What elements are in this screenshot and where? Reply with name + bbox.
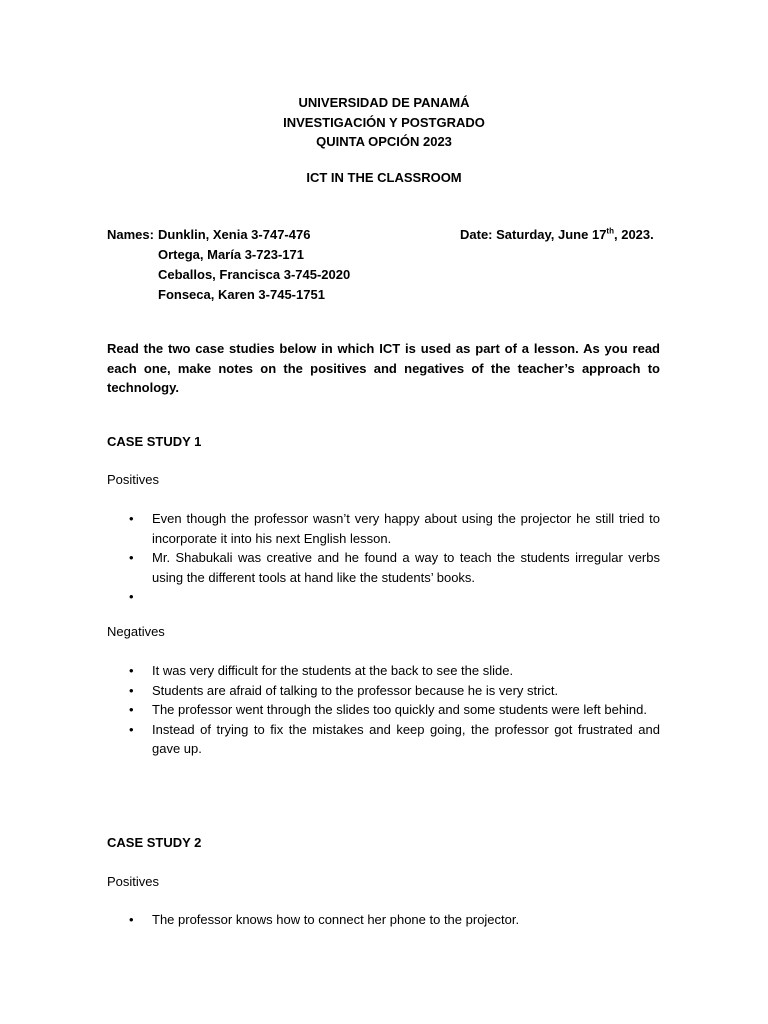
list-item <box>107 509 660 548</box>
list-item <box>107 700 660 720</box>
list-item-text: Even though the professor wasn’t very happy about using the projector he still tried to incorporate it into his next English lesson. <box>152 511 660 546</box>
course-title: ICT IN THE CLASSROOM <box>306 170 462 185</box>
names-label: Names: <box>107 227 154 242</box>
bullet-icon: • <box>129 721 134 737</box>
bullet-icon: • <box>129 682 134 698</box>
names-list <box>158 225 350 305</box>
bullet-icon: • <box>129 702 134 717</box>
instructions-paragraph: Read the two case studies below in which ICT is used as part of a lesson. As you read each one, make notes on the positives and negatives of the teacher’s approach to technology. <box>107 341 660 395</box>
list-item <box>107 681 660 701</box>
case-study-2-positives-label: Positives <box>107 874 160 889</box>
student-name: Fonseca, Karen 3-745-1751 <box>158 287 325 302</box>
student-name: Ceballos, Francisca 3-745-2020 <box>158 267 351 282</box>
bullet-icon: • <box>129 589 134 604</box>
case-study-1-negatives-label: Negatives <box>107 624 165 639</box>
date-rest: , 2023. <box>613 227 654 242</box>
list-item-text: Instead of trying to fix the mistakes and keep going, the professor got frustrated and gave up. <box>152 721 660 756</box>
student-name: Dunklin, Xenia 3-747-476 <box>158 227 311 242</box>
bullet-icon: • <box>129 663 134 678</box>
list-item-text: Mr. Shabukali was creative and he found a way to teach the students irregular verbs using the different tools at hand like the students’ books. <box>152 550 660 585</box>
list-item-text: It was very difficult for the students at the back to see the slide. <box>152 663 514 678</box>
program-name: QUINTA OPCIÓN 2023 <box>316 134 452 149</box>
document-header <box>0 93 768 152</box>
case-study-1-positives-label: Positives <box>107 472 160 487</box>
student-name: Ortega, María 3-723-171 <box>158 247 304 262</box>
bullet-icon: • <box>129 912 134 927</box>
case-study-2-title: CASE STUDY 2 <box>107 835 202 850</box>
list-item <box>107 720 660 759</box>
list-item-text: Students are afraid of talking to the professor because he is very strict. <box>152 682 559 698</box>
department-name: INVESTIGACIÓN Y POSTGRADO <box>283 114 485 130</box>
case-study-1-positives-list <box>107 509 660 607</box>
case-study-1-title: CASE STUDY 1 <box>107 434 202 449</box>
case-study-2-positives-list <box>107 910 660 930</box>
list-item <box>107 587 660 607</box>
list-item <box>107 548 660 587</box>
university-name: UNIVERSIDAD DE PANAMÁ <box>298 95 470 110</box>
date-prefix: Date: Saturday, June 17 <box>460 227 607 242</box>
case-study-1-negatives-list <box>107 661 660 759</box>
list-item <box>107 661 660 681</box>
list-item <box>107 910 660 930</box>
list-item-text: The professor went through the slides too quickly and some students were left behind. <box>152 702 648 717</box>
bullet-icon: • <box>129 550 134 565</box>
submission-date <box>460 225 654 245</box>
list-item-text: The professor knows how to connect her phone to the projector. <box>152 912 520 927</box>
date-ordinal-suffix: th <box>606 226 614 236</box>
bullet-icon: • <box>129 511 134 526</box>
